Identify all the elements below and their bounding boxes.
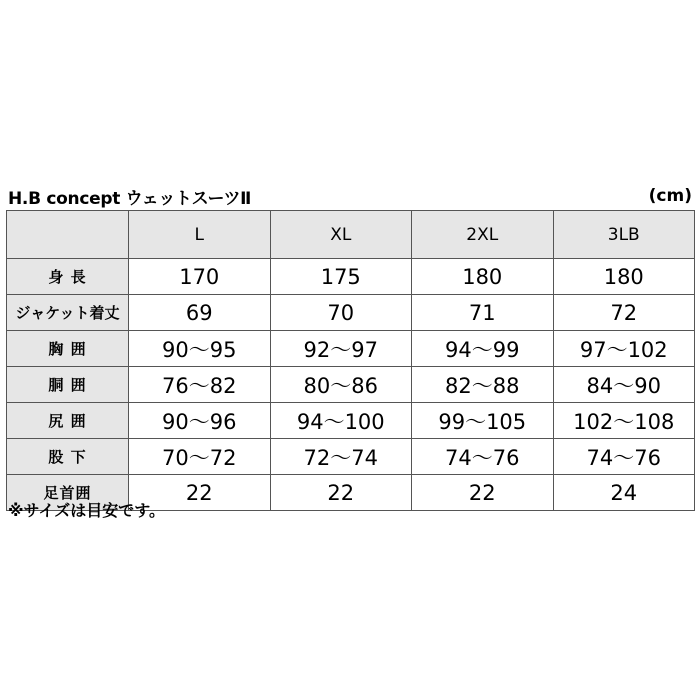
unit-label: (cm) <box>648 186 692 206</box>
column-header-2xl: 2XL <box>412 211 554 259</box>
table-row-hip <box>7 403 695 439</box>
row-label-waist: 胴 囲 <box>7 367 129 403</box>
table-corner-cell <box>7 211 129 259</box>
column-header-xl: XL <box>270 211 412 259</box>
table-header-row <box>7 211 695 259</box>
size-table <box>6 210 695 511</box>
cell-value: 92～97 <box>270 331 412 367</box>
cell-value: 22 <box>412 475 554 511</box>
cell-value: 90～96 <box>129 403 271 439</box>
cell-value: 22 <box>270 475 412 511</box>
cell-value: 180 <box>553 259 695 295</box>
cell-value: 70 <box>270 295 412 331</box>
cell-value: 99～105 <box>412 403 554 439</box>
row-label-chest: 胸 囲 <box>7 331 129 367</box>
cell-value: 82～88 <box>412 367 554 403</box>
cell-value: 74～76 <box>412 439 554 475</box>
size-note: ※サイズは目安です。 <box>8 501 165 520</box>
row-label-jacket-length: ジャケット着丈 <box>7 295 129 331</box>
cell-value: 76～82 <box>129 367 271 403</box>
table-row-chest <box>7 331 695 367</box>
cell-value: 102～108 <box>553 403 695 439</box>
cell-value: 80～86 <box>270 367 412 403</box>
cell-value: 71 <box>412 295 554 331</box>
cell-value: 72 <box>553 295 695 331</box>
cell-value: 97～102 <box>553 331 695 367</box>
table-row-height <box>7 259 695 295</box>
cell-value: 90～95 <box>129 331 271 367</box>
cell-value: 170 <box>129 259 271 295</box>
column-header-l: L <box>129 211 271 259</box>
column-header-3lb: 3LB <box>553 211 695 259</box>
cell-value: 94～100 <box>270 403 412 439</box>
cell-value: 180 <box>412 259 554 295</box>
table-row-jacket-length <box>7 295 695 331</box>
row-label-ankle: 足首囲 <box>7 475 129 511</box>
cell-value: 24 <box>553 475 695 511</box>
cell-value: 84～90 <box>553 367 695 403</box>
cell-value: 94～99 <box>412 331 554 367</box>
row-label-inseam: 股 下 <box>7 439 129 475</box>
table-row-waist <box>7 367 695 403</box>
cell-value: 70～72 <box>129 439 271 475</box>
row-label-hip: 尻 囲 <box>7 403 129 439</box>
cell-value: 22 <box>129 475 271 511</box>
cell-value: 74～76 <box>553 439 695 475</box>
cell-value: 69 <box>129 295 271 331</box>
row-label-height: 身 長 <box>7 259 129 295</box>
cell-value: 72～74 <box>270 439 412 475</box>
page-title: H.B concept ウェットスーツⅡ <box>8 189 252 209</box>
table-row-inseam <box>7 439 695 475</box>
cell-value: 175 <box>270 259 412 295</box>
